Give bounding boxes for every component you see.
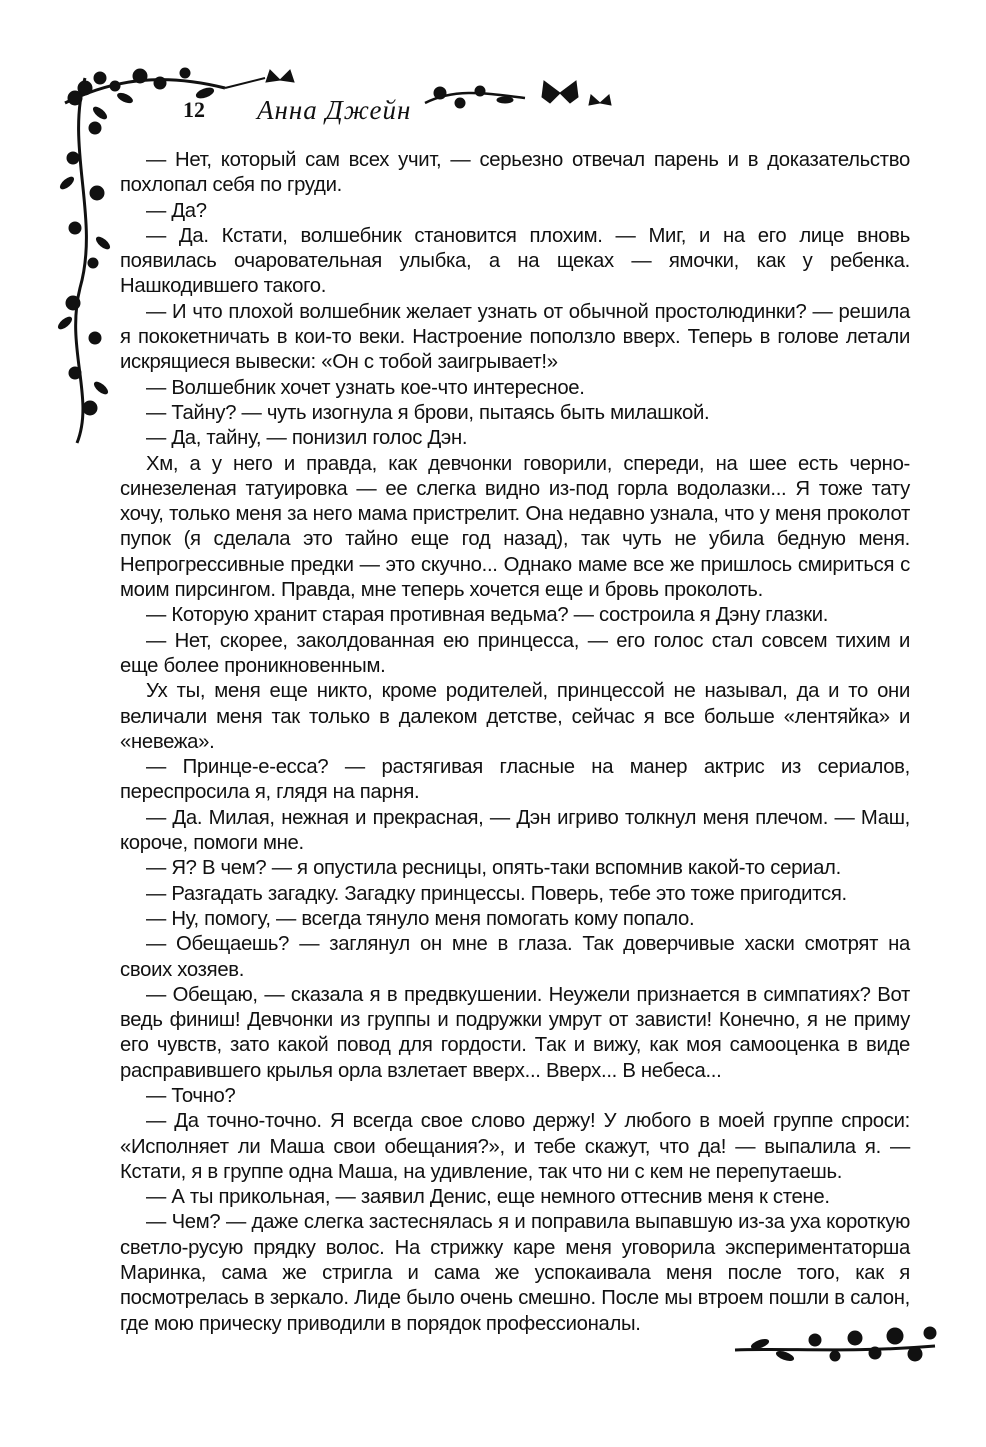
- paragraph: — Нет, который сам всех учит, — серьезно отвечал парень и в доказательство похлопал себя по груди.: [120, 149, 910, 197]
- paragraph: — Точно?: [146, 1084, 236, 1107]
- paragraph: — Волшебник хочет узнать кое-что интересное.: [146, 376, 585, 399]
- floral-vine-icon: [55, 58, 125, 448]
- paragraph: — Да. Кстати, волшебник становится плохим. — Миг, и на его лице вновь появилась очаровательная улыбка, а на щеках — ямочки, как у ребенка. Нашкодившего такого.: [120, 224, 910, 298]
- paragraph: — Да. Милая, нежная и прекрасная, — Дэн игриво толкнул меня плечом. — Маш, короче, помоги мне.: [120, 806, 910, 855]
- paragraph: — Да?: [146, 199, 207, 222]
- paragraph: — Да, тайну, — понизил голос Дэн.: [146, 427, 468, 450]
- paragraph: Ух ты, меня еще никто, кроме родителей, принцессой не называл, да и то они величали меня так только в далеком детстве, сейчас я все больше «лентяйка» и «невежа».: [120, 680, 910, 753]
- paragraph: Хм, а у него и правда, как девчонки говорили, спереди, на шее есть черно-синезеленая татуировка — ее слегка видно из-под горла водолазки... Я тоже тату хочу, только меня за него мама пристрелит. Она недавно узнала, что у меня проколот пупок (я сделала это тайно еще год назад), так чуть не убила бедную меня. Непрогрессивные предки — это скучно... Однако маме все же пришлось смириться с моим пирсингом. Правда, мне теперь хочется еще и бровь проколоть.: [120, 452, 910, 602]
- paragraph: — Я? В чем? — я опустила ресницы, опять-таки вспомнив какой-то сериал.: [146, 857, 841, 880]
- running-head-author: Анна Джейн: [257, 95, 412, 125]
- paragraph: — Ну, помогу, — всегда тянуло меня помогать кому попало.: [146, 907, 695, 930]
- paragraph: — И что плохой волшебник желает узнать от обычной простолюдинки? — решила я пококетничать в кои-то веки. Настроение поползло вверх. Теперь в голове летали искрящиеся вывески: «Он с тобой заигрывает!»: [120, 300, 910, 374]
- page-number: 12: [183, 97, 205, 122]
- paragraph: — Чем? — даже слегка застеснялась я и поправила выпавшую из-за уха короткую светло-русую прядку волос. На стрижку каре меня уговорила экспериментаторша Маринка, сама же стригла и сама же успокаивала меня после того, как я посмотрелась в зеркало. Лиде было очень смешно. После мы втроем пошли в салон, где мою прическу приводили в порядок профессионалы.: [120, 1211, 910, 1335]
- paragraph: — Разгадать загадку. Загадку принцессы. Поверь, тебе это тоже пригодится.: [146, 882, 847, 905]
- paragraph: — Принце-е-есса? — растягивая гласные на манер актрис из сериалов, переспросила я, глядя на парня.: [120, 756, 910, 804]
- paragraph: — Тайну? — чуть изогнула я брови, пытаясь быть милашкой.: [146, 401, 710, 424]
- paragraph: — Нет, скорее, заколдованная ею принцесса, — его голос стал совсем тихим и еще более проникновенным.: [120, 629, 910, 677]
- paragraph: — Обещаю, — сказала я в предвкушении. Неужели признается в симпатиях? Вот ведь финиш! Девчонки из группы и подружки умрут от зависти! Конечно, я не приму его чувств, зато какой повод для гордости. Так и вижу, как моя самооценка в виде расправившего крылья орла взлетает вверх... Вверх... В небеса...: [120, 983, 910, 1082]
- paragraph: — Да точно-точно. Я всегда свое слово держу! У любого в моей группе спроси: «Исполняет ли Маша свои обещания?», и тебе скажут, что да! — выпалила я. — Кстати, я в группе одна Маша, на удивление, так что ни с кем не перепутаешь.: [120, 1110, 910, 1183]
- paragraph: — Которую хранит старая противная ведьма? — состроила я Дэну глазки.: [146, 604, 829, 627]
- floral-branch-icon: [730, 1318, 945, 1378]
- paragraph: — Обещаешь? — заглянул он мне в глаза. Так доверчивые хаски смотрят на своих хозяев.: [120, 933, 910, 981]
- body-text: [120, 148, 910, 1337]
- paragraph: — А ты прикольная, — заявил Денис, еще немного оттеснив меня к стене.: [146, 1186, 830, 1209]
